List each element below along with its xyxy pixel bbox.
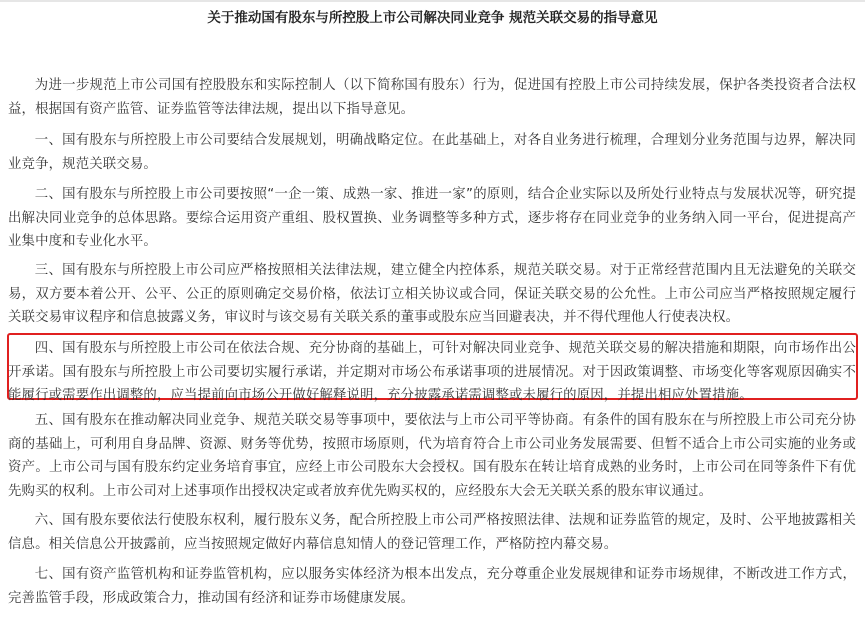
paragraph-item-6: 六、国有股东要依法行使股东权利，履行股东义务，配合所控股上市公司严格按照法律、法规和证券监管的规定，及时、公平地披露相关信息。相关信息公开披露前，应当按照规定做好内幕信息知情人的登记管理工作，严格防控内幕交易。 [8, 513, 856, 552]
paragraph-item-4-highlighted: 四、国有股东与所控股上市公司在依法合规、充分协商的基础上，可针对解决同业竞争、规范关联交易的解决措施和期限，向市场作出公开承诺。国有股东与所控股上市公司要切实履行承诺，并定期对市场公布承诺事项的进展情况。对于因政策调整、市场变化等客观原因确实不能履行或需要作出调整的，应当提前向市场公开做好解释说明，充分披露承诺需调整或未履行的原因，并提出相应处置措施。 [8, 341, 856, 403]
document-title: 关于推动国有股东与所控股上市公司解决同业竞争 规范关联交易的指导意见 [207, 10, 658, 26]
paragraph-intro: 为进一步规范上市公司国有控股股东和实际控制人（以下简称国有股东）行为，促进国有控股上市公司持续发展，保护各类投资者合法权益，根据国有资产监管、证券监管等法律法规，提出以下指导意见。 [8, 78, 856, 117]
paragraph-item-7: 七、国有资产监管机构和证券监管机构，应以服务实体经济为根本出发点，充分尊重企业发展规律和证券市场规律，不断改进工作方式，完善监管手段，形成政策合力，推动国有经济和证券市场健康发展。 [8, 567, 856, 606]
paragraph-item-3: 三、国有股东与所控股上市公司应严格按照相关法律法规，建立健全内控体系，规范关联交易。对于正常经营范围内且无法避免的关联交易，双方要本着公开、公平、公正的原则确定交易价格，依法订立相关协议或合同，保证关联交易的公允性。上市公司应当严格按照规定履行关联交易审议程序和信息披露义务，审议时与该交易有关联关系的董事或股东应当回避表决，并不得代理他人行使表决权。 [8, 263, 856, 325]
top-divider [0, 0, 865, 2]
paragraph-item-1: 一、国有股东与所控股上市公司要结合发展规划，明确战略定位。在此基础上，对各自业务进行梳理，合理划分业务范围与边界，解决同业竞争，规范关联交易。 [8, 133, 856, 172]
paragraph-item-5: 五、国有股东在推动解决同业竞争、规范关联交易等事项中，要依法与上市公司平等协商。有条件的国有股东在与所控股上市公司充分协商的基础上，可利用自身品牌、资源、财务等优势，按照市场原则，代为培育符合上市公司业务发展需要、但暂不适合上市公司实施的业务或资产。上市公司与国有股东约定业务培育事宜，应经上市公司股东大会授权。国有股东在转让培育成熟的业务时，上市公司在同等条件下有优先购买的权利。上市公司对上述事项作出授权决定或者放弃优先购买权的，应经股东大会无关联关系的股东审议通过。 [8, 413, 856, 499]
paragraph-item-2: 二、国有股东与所控股上市公司要按照“一企一策、成熟一家、推进一家”的原则，结合企业实际以及所处行业特点与发展状况等，研究提出解决同业竞争的总体思路。要综合运用资产重组、股权置换、业务调整等多种方式，逐步将存在同业竞争的业务纳入同一平台，促进提高产业集中度和专业化水平。 [8, 187, 856, 249]
